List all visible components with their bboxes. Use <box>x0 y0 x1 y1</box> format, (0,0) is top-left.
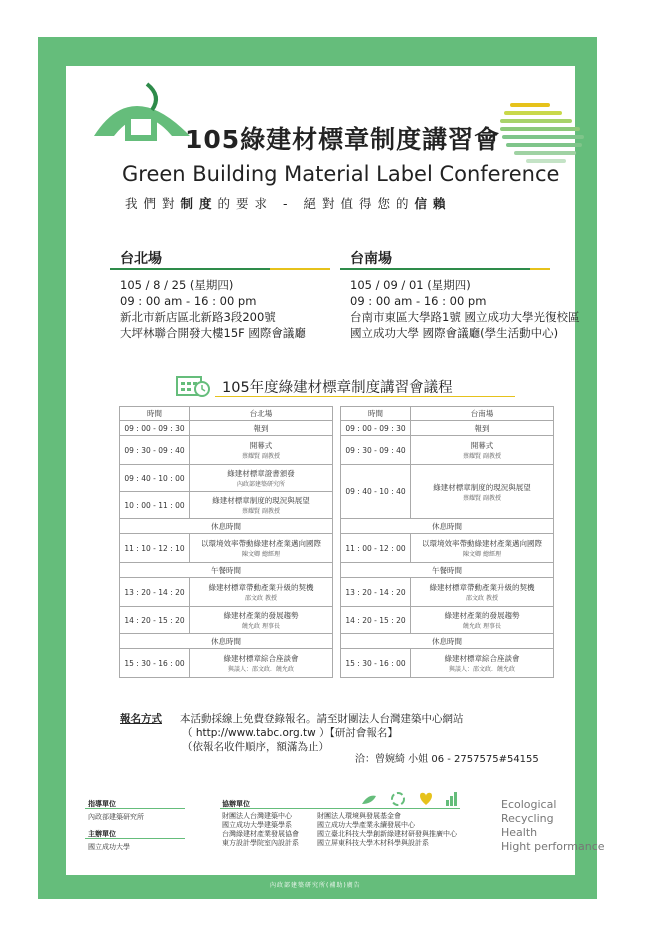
registration-url[interactable]: （ http://www.tabc.org.tw ）【研討會報名】 <box>182 727 398 739</box>
tagline: 我們對制度的要求 - 絕對值得您的信賴 <box>125 196 452 211</box>
venue-info-taipei: 105 / 8 / 25 (星期四) 09 : 00 am - 16 : 00 pm 新北市新店區北新路3段200號 大坪林聯合開發大樓15F 國際會議廳 <box>120 278 306 340</box>
footer-credit: 內政部建築研究所(補助)廣告 <box>270 882 361 889</box>
recycle-icon <box>392 793 404 805</box>
table-row: 休息時間 <box>341 634 554 649</box>
co-organizers-col1: 財團法人台灣建築中心 國立成功大學建築學系 台灣綠建材產業發展協會 東方設計學院室內設計系 <box>222 812 299 847</box>
co-organizers-col2: 財團法人環境與發展基金會 國立成功大學產業永續發展中心 國立臺北科技大學創新綠建材研發與推廣中心 國立屏東科技大學木材科學與設計系 <box>317 812 457 847</box>
table-row: 午餐時間 <box>120 563 333 578</box>
stripe-globe-icon <box>498 101 588 165</box>
contact-info: 洽：曾婉綺 小姐 06 - 2757575#54155 <box>355 754 539 765</box>
table-row: 09 : 40 - 10 : 40 綠建材標章制度的現況與展望 蔡耀賢 副教授 <box>341 465 554 519</box>
schedule-table-tainan <box>340 406 554 678</box>
guide-label: 指導單位 <box>88 800 116 808</box>
registration-line: 本活動採線上免費登錄報名。請至財團法人台灣建築中心網站 <box>180 713 464 725</box>
eco-keywords: Ecological Recycling Health Hight performance <box>501 798 605 853</box>
venue-divider <box>270 268 330 270</box>
org-divider <box>85 808 185 809</box>
table-row: 09 : 40 - 10 : 00 綠建材標章證書頒發 內政部建築研究所 <box>120 465 333 492</box>
table-row: 午餐時間 <box>341 563 554 578</box>
table-row: 11 : 10 - 12 : 10 以環境效率帶動綠建材產業邁向國際 陳文卿 總經理 <box>120 534 333 563</box>
venue-divider <box>340 268 530 270</box>
table-row: 09 : 30 - 09 : 40 開幕式 蔡耀賢 副教授 <box>120 436 333 465</box>
table-row: 09 : 30 - 09 : 40 開幕式 蔡耀賢 副教授 <box>341 436 554 465</box>
host-unit: 國立成功大學 <box>88 843 130 851</box>
table-header: 台南場 <box>411 407 554 421</box>
table-row: 休息時間 <box>341 519 554 534</box>
house-logo-icon <box>92 80 192 160</box>
table-row: 14 : 20 - 15 : 20 綠建材產業的發展趨勢 饒允政 理事長 <box>341 607 554 634</box>
eco-icons <box>360 790 460 808</box>
english-title: Green Building Material Label Conference <box>122 162 560 186</box>
co-label: 協辦單位 <box>222 800 250 808</box>
bar-chart-icon <box>446 792 457 806</box>
venue-divider <box>530 268 550 270</box>
table-row: 10 : 00 - 11 : 00 綠建材標章制度的現況與展望 蔡耀賢 副教授 <box>120 492 333 519</box>
schedule-table-taipei <box>119 406 333 678</box>
guide-unit: 內政部建築研究所 <box>88 813 144 821</box>
venue-title-tainan: 台南場 <box>350 251 392 267</box>
venue-divider <box>110 268 270 270</box>
heart-icon <box>420 793 432 805</box>
registration-label: 報名方式 <box>120 713 162 725</box>
table-row: 09 : 00 - 09 : 30 報到 <box>341 421 554 436</box>
calendar-icon <box>176 374 210 398</box>
table-header: 時間 <box>120 407 190 421</box>
org-divider <box>85 838 185 839</box>
venue-info-tainan: 105 / 09 / 01 (星期四) 09 : 00 am - 16 : 00 pm 台南市東區大學路1號 國立成功大學光復校區 國立成功大學 國際會議廳(學生活動中心) <box>350 278 580 340</box>
leaf-hand-icon <box>362 796 376 804</box>
table-row: 休息時間 <box>120 519 333 534</box>
table-row: 13 : 20 - 14 : 20 綠建材標章帶動產業升級的契機 邵文政 教授 <box>341 578 554 607</box>
table-row: 13 : 20 - 14 : 20 綠建材標章帶動產業升級的契機 邵文政 教授 <box>120 578 333 607</box>
table-row: 休息時間 <box>120 634 333 649</box>
table-row: 15 : 30 - 16 : 00 綠建材標章綜合座談會 與談人：邵文政．饒允政 <box>120 649 333 678</box>
table-row: 15 : 30 - 16 : 00 綠建材標章綜合座談會 與談人：邵文政．饒允政 <box>341 649 554 678</box>
registration-note: （依報名收件順序，額滿為止） <box>182 741 329 753</box>
main-title: 105綠建材標章制度講習會 <box>185 125 501 154</box>
table-header: 時間 <box>341 407 411 421</box>
table-header: 台北場 <box>190 407 333 421</box>
host-label: 主辦單位 <box>88 830 116 838</box>
table-row: 11 : 00 - 12 : 00 以環境效率帶動綠建材產業邁向國際 陳文卿 總經理 <box>341 534 554 563</box>
program-underline <box>215 396 515 397</box>
program-title: 105年度綠建材標章制度講習會議程 <box>222 380 453 396</box>
venue-title-taipei: 台北場 <box>120 251 162 267</box>
table-row: 14 : 20 - 15 : 20 綠建材產業的發展趨勢 饒允政 理事長 <box>120 607 333 634</box>
org-divider <box>220 808 460 809</box>
table-row: 09 : 00 - 09 : 30 報到 <box>120 421 333 436</box>
